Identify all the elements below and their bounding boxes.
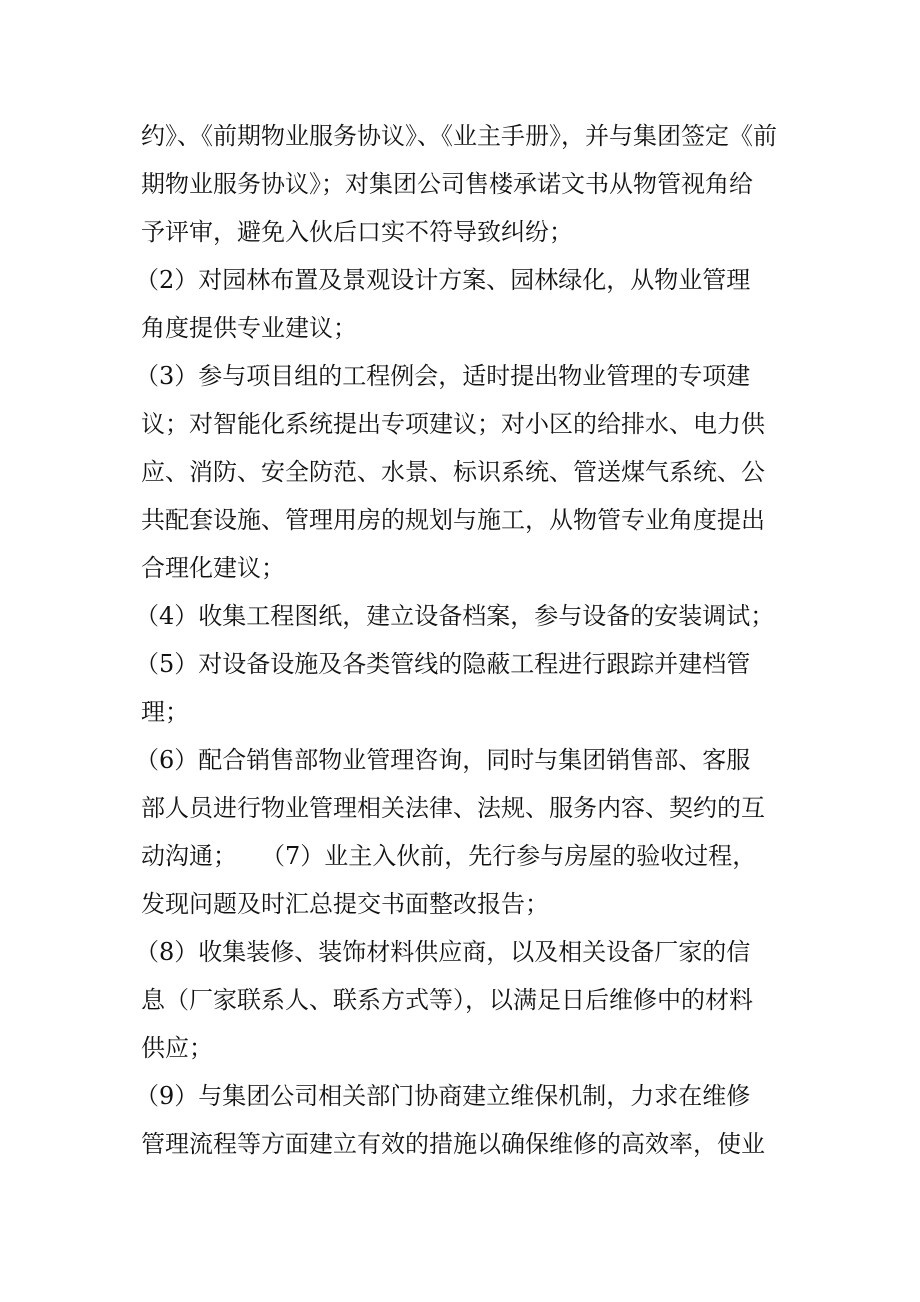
text-line: （4）收集工程图纸，建立设备档案，参与设备的安装调试； [135,602,775,630]
text-line: 予评审，避免入伙后口实不符导致纠纷； [141,218,573,246]
text-line: 部人员进行物业管理相关法律、法规、服务内容、契约的互 [141,794,765,822]
text-line: 约》、《前期物业服务协议》、《业主手册》，并与集团签定《前 [141,122,777,150]
document-body [135,112,801,1168]
text-line: 合理化建议； [141,554,285,582]
text-line: 角度提供专业建议； [141,314,357,342]
text-line: 应、消防、安全防范、水景、标识系统、管送煤气系统、公 [141,458,765,486]
text-line: （3）参与项目组的工程例会，适时提出物业管理的专项建 [135,362,751,390]
text-line: 理； [141,698,189,726]
text-line: （8）收集装修、装饰材料供应商，以及相关设备厂家的信 [135,938,751,966]
text-line: （2）对园林布置及景观设计方案、园林绿化，从物业管理 [135,266,751,294]
text-line: 议；对智能化系统提出专项建议；对小区的给排水、电力供 [141,410,765,438]
text-line: 期物业服务协议》；对集团公司售楼承诺文书从物管视角给 [141,170,753,198]
text-line: 息（厂家联系人、联系方式等），以满足日后维修中的材料 [141,986,753,1014]
text-line: 动沟通； （7）业主入伙前，先行参与房屋的验收过程， [141,842,757,870]
text-line: （5）对设备设施及各类管线的隐蔽工程进行跟踪并建档管 [135,650,751,678]
text-line: 管理流程等方面建立有效的措施以确保维修的高效率，使业 [141,1130,765,1158]
text-line: （9）与集团公司相关部门协商建立维保机制，力求在维修 [135,1082,751,1110]
text-line: 发现问题及时汇总提交书面整改报告； [141,890,549,918]
text-line: 供应； [141,1034,213,1062]
text-line: （6）配合销售部物业管理咨询，同时与集团销售部、客服 [135,746,751,774]
text-line: 共配套设施、管理用房的规划与施工，从物管专业角度提出 [141,506,765,534]
